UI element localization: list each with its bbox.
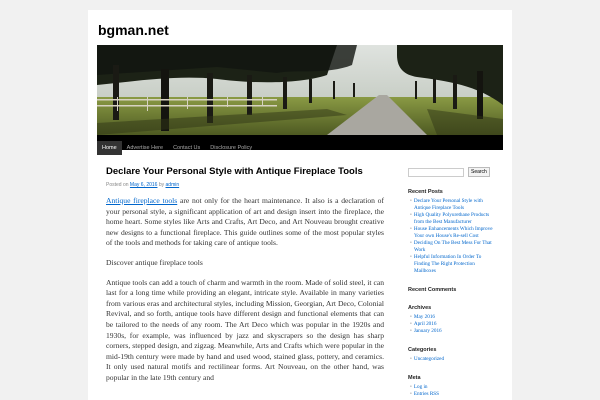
paragraph-1-text: are not only for the heart maintenance. It also is a declaration of your personal style, a significant application of art and design insert into the fireplace, the home heart. Some styles like Arts and Crafts, Art Deco, and Art Nouveau brought creative new designs to a functional fireplace. This guide outlines some of the most popular styles of the tools and methods for taking care of antique tools.	[106, 196, 384, 248]
nav-item-contact[interactable]: Contact Us	[173, 145, 201, 151]
paragraph-2: Discover antique fireplace tools	[106, 257, 203, 267]
entries-rss-link[interactable]: • Entries RSS	[408, 391, 498, 398]
recent-comments-title: Recent Comments	[408, 287, 457, 293]
paragraph-3: Antique tools can add a touch of charm and warmth in the room. Made of solid steel, it can last for a long time while providing an elegant, intricate style. Available in many varieties from various eras and architectural styles, including Mission, Georgian, Art Deco, Colonial Revival, and so forth, antique tools have different design and functional elements that can be tailored to the needs of any room. The Art Deco which was popular in the 1920s and 1930s, for example, was influenced by jazz and skyscrapers so the design has sharp corners, stepped design, and zigzag. Meanwhile, Arts and Crafts which were popular in the mid-19th century were made by hand and used wood, stained glass, pottery, and ceramics. It only used natural motifs and rectilinear forms. Art Nouveau, on the other hand, was popular in the late 19th century and	[106, 277, 384, 382]
nav-item-advertise[interactable]: Advertise Here	[126, 145, 164, 151]
author-link[interactable]: admin	[165, 182, 180, 188]
header-image	[97, 45, 503, 135]
post-date-link[interactable]: May 6, 2016	[129, 182, 158, 188]
page-wrapper	[88, 10, 512, 400]
post-meta	[106, 182, 384, 188]
categories-title: Categories	[408, 347, 437, 353]
search-button[interactable]: Search	[468, 167, 490, 177]
recent-post-link[interactable]: • Declare Your Personal Style with Antique Fireplace Tools	[408, 198, 498, 212]
main-content	[106, 166, 384, 393]
main-nav	[97, 135, 503, 150]
archives-title: Archives	[408, 305, 432, 311]
category-link[interactable]: • Uncategorized	[408, 356, 498, 363]
post-content	[106, 196, 384, 384]
antique-fireplace-tools-link[interactable]: Antique fireplace tools	[106, 196, 178, 205]
archive-link[interactable]: • January 2016	[408, 328, 498, 335]
recent-post-link[interactable]: • House Enhancements Which Improve Your own House's Re-sell Cost	[408, 226, 498, 240]
categories-list	[408, 356, 498, 363]
paragraph-1	[106, 196, 384, 249]
nav-item-home[interactable]: Home	[97, 141, 122, 155]
archive-link[interactable]: • April 2016	[408, 321, 498, 328]
recent-post-link[interactable]: • Helpful Information In Order To Finding The Right Protection Mailboxes	[408, 254, 498, 275]
meta-list	[408, 384, 498, 398]
search-input[interactable]	[408, 168, 464, 177]
archive-link[interactable]: • May 2016	[408, 314, 498, 321]
recent-posts-list	[408, 198, 498, 275]
nav-item-disclosure[interactable]: Disclosure Policy	[210, 145, 253, 151]
post-title[interactable]: Declare Your Personal Style with Antique Fireplace Tools	[106, 166, 363, 177]
recent-post-link[interactable]: • Deciding On The Best Mess For That Work	[408, 240, 498, 254]
by-label: by	[158, 182, 165, 188]
meta-title: Meta	[408, 375, 421, 381]
site-title[interactable]: bgman.net	[98, 22, 169, 38]
recent-posts-title: Recent Posts	[408, 189, 443, 195]
posted-on-label: Posted on	[106, 182, 129, 188]
recent-post-link[interactable]: • High Quality Polyurethane Products from the Best Manufacturer	[408, 212, 498, 226]
sidebar	[408, 167, 498, 398]
search-form	[408, 167, 498, 177]
login-link[interactable]: • Log in	[408, 384, 498, 391]
archives-list	[408, 314, 498, 335]
